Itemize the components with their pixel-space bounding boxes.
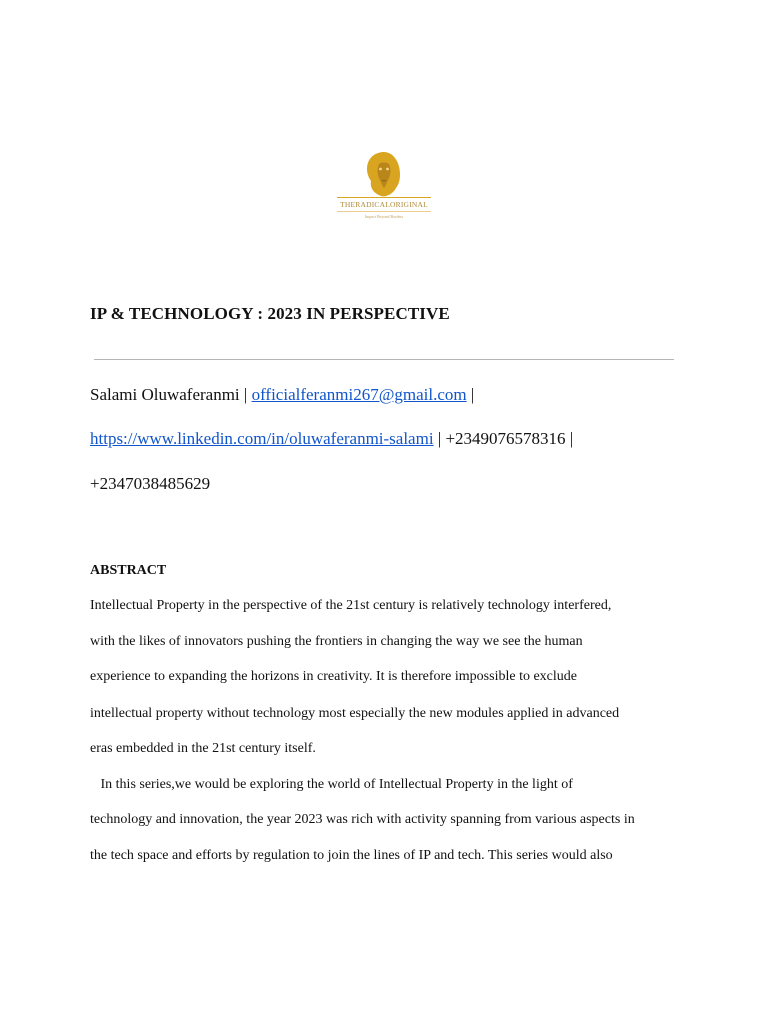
author-name: Salami Oluwaferanmi (90, 385, 240, 404)
phone-line (90, 474, 210, 494)
logo-divider-lower (337, 211, 431, 212)
separator: | (437, 429, 442, 448)
abstract-line: intellectual property without technology most especially the new modules applied in advanced (90, 706, 620, 721)
separator: | (569, 429, 574, 448)
separator: | (470, 385, 475, 404)
phone-number-secondary: +2347038485629 (90, 474, 211, 493)
abstract-heading: ABSTRACT (90, 563, 167, 578)
phone-number-primary: +2349076578316 (445, 429, 566, 448)
linkedin-line (90, 429, 573, 449)
abstract-line: technology and innovation, the year 2023 was rich with activity spanning from various aspects in (90, 812, 635, 827)
document-title: IP & TECHNOLOGY : 2023 IN PERSPECTIVE (90, 304, 450, 323)
brand-logo (334, 150, 434, 230)
abstract-line: eras embedded in the 21st century itself. (90, 741, 316, 756)
brand-name: THERADICALORIGINAL (340, 200, 428, 209)
logo-divider (337, 197, 431, 198)
email-link[interactable]: officialferanmi267@gmail.com (251, 385, 467, 404)
author-line (90, 385, 474, 405)
lion-head-icon (334, 150, 434, 200)
abstract-line: experience to expanding the horizons in creativity. It is therefore impossible to exclude (90, 669, 577, 684)
brand-tagline: Impact Beyond Borders (364, 214, 404, 219)
abstract-line: In this series,we would be exploring the world of Intellectual Property in the light of (90, 777, 573, 792)
separator: | (243, 385, 248, 404)
title-divider (94, 359, 674, 360)
abstract-line: Intellectual Property in the perspective of the 21st century is relatively technology interfered, (90, 598, 612, 613)
abstract-line: the tech space and efforts by regulation to join the lines of IP and tech. This series would also (90, 848, 613, 863)
linkedin-link[interactable]: https://www.linkedin.com/in/oluwaferanmi-salami (90, 429, 434, 448)
abstract-line: with the likes of innovators pushing the frontiers in changing the way we see the human (90, 634, 583, 649)
